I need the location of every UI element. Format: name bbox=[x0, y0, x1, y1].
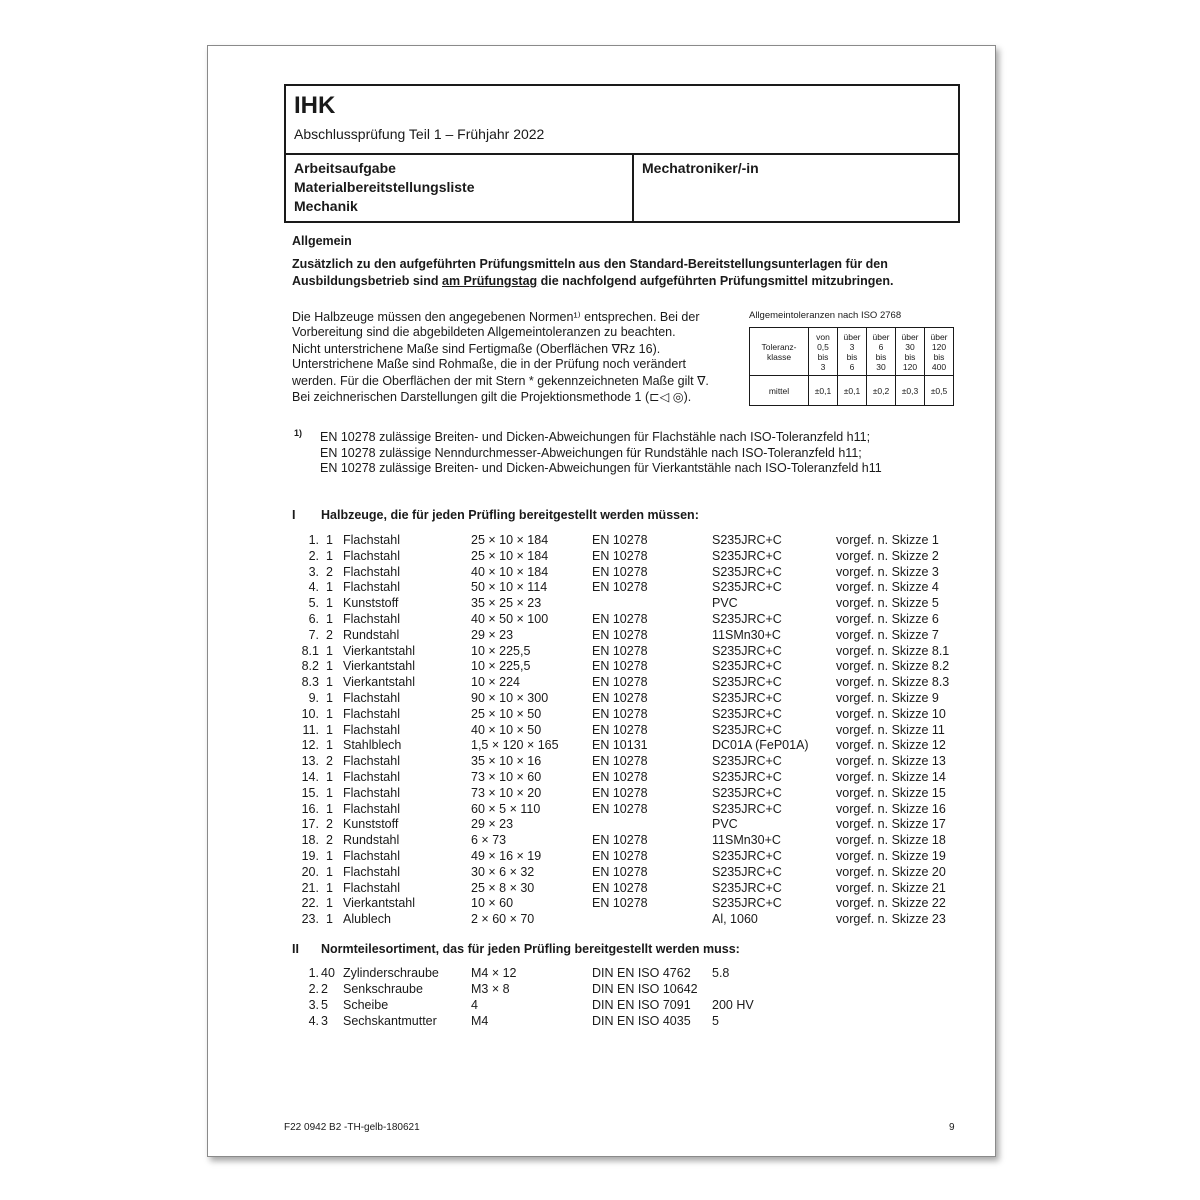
general-notice-line-2 bbox=[292, 274, 893, 288]
item-number: 18. bbox=[301, 833, 319, 848]
item-quantity: 1 bbox=[326, 849, 333, 863]
task-line-3: Mechanik bbox=[294, 198, 358, 214]
general-notice-line-1: Zusätzlich zu den aufgeführten Prüfungsmitteln aus den Standard-Bereitstellungsunterlagen für den bbox=[292, 257, 888, 271]
item-number: 20. bbox=[301, 864, 319, 879]
item-dimensions: 10 × 225,5 bbox=[471, 659, 531, 674]
list-item bbox=[208, 612, 995, 628]
item-quantity: 1 bbox=[326, 612, 333, 626]
part-name: Senkschraube bbox=[343, 982, 423, 996]
item-quantity: 1 bbox=[326, 896, 333, 911]
item-dimensions: 73 × 10 × 60 bbox=[471, 770, 542, 784]
part-name: Scheibe bbox=[343, 998, 389, 1012]
item-standard: EN 10278 bbox=[592, 691, 648, 705]
item-dimensions: 40 × 50 × 100 bbox=[471, 612, 549, 626]
item-number: 11. bbox=[302, 722, 319, 737]
list-item bbox=[208, 896, 995, 912]
para-line-6: Bei zeichnerischen Darstellungen gilt die Projektionsmethode 1 (⊏◁ ◎). bbox=[292, 390, 692, 404]
item-quantity: 2 bbox=[326, 833, 333, 848]
list-item bbox=[208, 802, 995, 818]
item-standard: EN 10278 bbox=[592, 659, 648, 674]
item-material: S235JRC+C bbox=[712, 785, 782, 800]
footnote-mark: 1) bbox=[294, 428, 303, 438]
item-number: 13. bbox=[301, 754, 319, 769]
item-quantity: 1 bbox=[326, 801, 333, 816]
list-item bbox=[208, 770, 995, 786]
item-note: vorgef. n. Skizze 23 bbox=[836, 912, 946, 927]
tolerance-value: ±0,3 bbox=[896, 376, 925, 406]
list-item bbox=[208, 998, 995, 1014]
item-number: 6. bbox=[308, 612, 319, 626]
para-line-2: Vorbereitung sind die abgebildeten Allgemeintoleranzen zu beachten. bbox=[292, 325, 676, 339]
tolerance-value: ±0,1 bbox=[809, 376, 838, 406]
item-dimensions: 2 × 60 × 70 bbox=[471, 912, 535, 927]
section2-title: Normteilesortiment, das für jeden Prüfling bereitgestellt werden muss: bbox=[321, 942, 740, 956]
range-text: bis bbox=[904, 351, 916, 362]
range-text: 30 bbox=[905, 341, 915, 352]
part-standard: DIN EN ISO 4035 bbox=[592, 1014, 691, 1028]
list-item bbox=[208, 754, 995, 770]
item-note: vorgef. n. Skizze 8.2 bbox=[836, 659, 950, 674]
item-material: S235JRC+C bbox=[712, 706, 782, 721]
range-text: 30 bbox=[876, 361, 886, 372]
range-text: 6 bbox=[849, 361, 855, 372]
item-note: vorgef. n. Skizze 13 bbox=[836, 754, 946, 769]
list-item bbox=[208, 723, 995, 739]
item-standard: EN 10131 bbox=[592, 738, 648, 753]
list-item bbox=[208, 644, 995, 660]
item-material: S235JRC+C bbox=[712, 722, 782, 737]
item-quantity: 1 bbox=[326, 785, 333, 800]
list-item bbox=[208, 966, 995, 982]
item-quantity: 1 bbox=[326, 533, 333, 547]
item-number: 17. bbox=[301, 817, 319, 832]
item-note: vorgef. n. Skizze 17 bbox=[836, 817, 946, 832]
part-standard: DIN EN ISO 4762 bbox=[592, 966, 691, 980]
list-item bbox=[208, 628, 995, 644]
range-text: 3 bbox=[820, 361, 826, 372]
range-text: 120 bbox=[902, 361, 918, 372]
item-number: 3. bbox=[308, 564, 319, 579]
part-size: 4 bbox=[471, 998, 478, 1012]
list-item bbox=[208, 881, 995, 897]
item-note: vorgef. n. Skizze 10 bbox=[836, 706, 946, 721]
item-quantity: 2 bbox=[326, 817, 333, 832]
list-item bbox=[208, 707, 995, 723]
tolerance-label-2: klasse bbox=[766, 351, 792, 362]
range-text: 0,5 bbox=[817, 341, 829, 352]
item-name: Rundstahl bbox=[343, 833, 400, 848]
item-note: vorgef. n. Skizze 15 bbox=[836, 785, 946, 800]
item-quantity: 1 bbox=[326, 722, 333, 737]
item-dimensions: 35 × 10 × 16 bbox=[471, 754, 542, 769]
item-dimensions: 40 × 10 × 184 bbox=[471, 564, 549, 579]
list-item bbox=[208, 849, 995, 865]
item-dimensions: 10 × 60 bbox=[471, 896, 514, 911]
part-size: M3 × 8 bbox=[471, 982, 510, 996]
part-name: Sechskantmutter bbox=[343, 1014, 437, 1028]
general-heading: Allgemein bbox=[292, 234, 352, 248]
item-number: 12. bbox=[301, 738, 319, 753]
para-line-3: Nicht unterstrichene Maße sind Fertigmaße (Oberflächen ∇Rz 16). bbox=[292, 342, 661, 356]
item-number: 15. bbox=[301, 785, 319, 800]
item-note: vorgef. n. Skizze 20 bbox=[836, 864, 946, 879]
item-material: S235JRC+C bbox=[712, 580, 782, 595]
footnote-line-2: EN 10278 zulässige Nenndurchmesser-Abweichungen für Rundstähle nach ISO-Toleranzfeld h11; bbox=[320, 446, 862, 460]
footnote-line-3: EN 10278 zulässige Breiten- und Dicken-Abweichungen für Vierkantstähle nach ISO-Toleranzfeld h11 bbox=[320, 461, 882, 475]
list-item bbox=[208, 738, 995, 754]
item-name: Vierkantstahl bbox=[343, 675, 416, 690]
part-number: 2. bbox=[308, 982, 319, 996]
item-material: S235JRC+C bbox=[712, 864, 782, 879]
para-line-5: werden. Für die Oberflächen der mit Stern * gekennzeichneten Maße gilt ∇. bbox=[292, 374, 709, 388]
item-standard: EN 10278 bbox=[592, 548, 648, 563]
item-material: PVC bbox=[712, 596, 738, 611]
item-quantity: 1 bbox=[326, 691, 333, 705]
list-item bbox=[208, 691, 995, 707]
item-name: Flachstahl bbox=[343, 754, 400, 769]
part-standard: DIN EN ISO 7091 bbox=[592, 998, 691, 1012]
list-item bbox=[208, 833, 995, 849]
item-material: S235JRC+C bbox=[712, 896, 782, 911]
tolerance-value: ±0,5 bbox=[925, 376, 954, 406]
item-material: PVC bbox=[712, 817, 738, 832]
part-number: 4. bbox=[308, 1014, 319, 1028]
item-note: vorgef. n. Skizze 18 bbox=[836, 833, 946, 848]
item-number: 2. bbox=[308, 548, 319, 563]
tolerance-table bbox=[749, 327, 954, 406]
item-material: S235JRC+C bbox=[712, 849, 782, 863]
item-standard: EN 10278 bbox=[592, 643, 648, 658]
item-note: vorgef. n. Skizze 7 bbox=[836, 627, 939, 642]
item-dimensions: 49 × 16 × 19 bbox=[471, 849, 542, 863]
range-text: bis bbox=[846, 351, 858, 362]
item-note: vorgef. n. Skizze 8.3 bbox=[836, 675, 950, 690]
task-line-2: Materialbereitstellungsliste bbox=[294, 179, 475, 195]
item-name: Flachstahl bbox=[343, 722, 400, 737]
item-dimensions: 25 × 10 × 50 bbox=[471, 706, 542, 721]
item-dimensions: 25 × 10 × 184 bbox=[471, 548, 549, 563]
item-name: Kunststoff bbox=[343, 596, 399, 611]
item-dimensions: 6 × 73 bbox=[471, 833, 507, 848]
item-material: S235JRC+C bbox=[712, 612, 782, 626]
item-note: vorgef. n. Skizze 16 bbox=[836, 801, 946, 816]
document-page bbox=[207, 45, 996, 1157]
item-number: 7. bbox=[308, 627, 319, 642]
item-name: Flachstahl bbox=[343, 849, 400, 863]
item-dimensions: 29 × 23 bbox=[471, 817, 514, 832]
notice-text: Ausbildungsbetrieb sind bbox=[292, 274, 443, 288]
item-number: 21. bbox=[301, 880, 319, 895]
item-name: Flachstahl bbox=[343, 706, 400, 721]
range-text: 400 bbox=[931, 361, 947, 372]
item-dimensions: 1,5 × 120 × 165 bbox=[471, 738, 559, 753]
task-line-1: Arbeitsaufgabe bbox=[294, 160, 396, 176]
item-note: vorgef. n. Skizze 22 bbox=[836, 896, 946, 911]
range-cell bbox=[925, 328, 954, 376]
item-quantity: 1 bbox=[326, 643, 333, 658]
item-name: Flachstahl bbox=[343, 770, 400, 784]
item-name: Kunststoff bbox=[343, 817, 399, 832]
item-note: vorgef. n. Skizze 21 bbox=[836, 880, 946, 895]
para-line-1: Die Halbzeuge müssen den angegebenen Normen¹⁾ entsprechen. Bei der bbox=[292, 310, 700, 324]
item-dimensions: 29 × 23 bbox=[471, 627, 514, 642]
range-text: bis bbox=[933, 351, 945, 362]
item-material: 11SMn30+C bbox=[712, 833, 781, 848]
part-class: 200 HV bbox=[712, 998, 754, 1012]
item-standard: EN 10278 bbox=[592, 627, 648, 642]
notice-text-end: die nachfolgend aufgeführten Prüfungsmittel mitzubringen. bbox=[537, 274, 894, 288]
profession-title: Mechatroniker/-in bbox=[642, 160, 759, 176]
item-name: Flachstahl bbox=[343, 612, 400, 626]
item-standard: EN 10278 bbox=[592, 880, 648, 895]
item-dimensions: 40 × 10 × 50 bbox=[471, 722, 542, 737]
part-number: 1. bbox=[308, 966, 319, 980]
section1-number: I bbox=[292, 508, 296, 522]
list-item bbox=[208, 533, 995, 549]
item-number: 10. bbox=[301, 706, 319, 721]
item-name: Flachstahl bbox=[343, 801, 400, 816]
item-dimensions: 25 × 8 × 30 bbox=[471, 880, 535, 895]
item-number: 23. bbox=[301, 912, 319, 927]
item-dimensions: 10 × 224 bbox=[471, 675, 521, 690]
notice-underlined: am Prüfungstag bbox=[442, 274, 538, 288]
tolerance-class-header bbox=[750, 328, 809, 376]
item-number: 14. bbox=[301, 770, 319, 784]
part-number: 3. bbox=[308, 998, 319, 1012]
item-quantity: 1 bbox=[326, 738, 333, 753]
item-quantity: 1 bbox=[326, 864, 333, 879]
list-item bbox=[208, 912, 995, 928]
item-quantity: 2 bbox=[326, 754, 333, 769]
item-name: Flachstahl bbox=[343, 785, 400, 800]
item-material: S235JRC+C bbox=[712, 880, 782, 895]
item-name: Flachstahl bbox=[343, 533, 400, 547]
item-dimensions: 73 × 10 × 20 bbox=[471, 785, 542, 800]
item-material: S235JRC+C bbox=[712, 643, 782, 658]
tolerance-table-title: Allgemeintoleranzen nach ISO 2768 bbox=[749, 310, 902, 321]
item-number: 4. bbox=[308, 580, 319, 595]
item-note: vorgef. n. Skizze 9 bbox=[836, 691, 939, 705]
item-name: Flachstahl bbox=[343, 864, 400, 879]
item-number: 22. bbox=[301, 896, 319, 911]
item-material: S235JRC+C bbox=[712, 548, 782, 563]
list-item bbox=[208, 817, 995, 833]
item-standard: EN 10278 bbox=[592, 833, 648, 848]
item-quantity: 1 bbox=[326, 580, 333, 595]
range-cell bbox=[867, 328, 896, 376]
range-text: bis bbox=[875, 351, 887, 362]
item-note: vorgef. n. Skizze 6 bbox=[836, 612, 939, 626]
item-name: Flachstahl bbox=[343, 548, 400, 563]
item-dimensions: 10 × 225,5 bbox=[471, 643, 531, 658]
item-material: DC01A (FeP01A) bbox=[712, 738, 809, 753]
item-standard: EN 10278 bbox=[592, 849, 648, 863]
item-material: S235JRC+C bbox=[712, 691, 782, 705]
list-item bbox=[208, 865, 995, 881]
item-note: vorgef. n. Skizze 14 bbox=[836, 770, 946, 784]
list-item bbox=[208, 659, 995, 675]
section2-number: II bbox=[292, 942, 299, 956]
range-text: 120 bbox=[931, 341, 947, 352]
range-text: über bbox=[843, 331, 861, 342]
item-material: 11SMn30+C bbox=[712, 627, 781, 642]
item-standard: EN 10278 bbox=[592, 612, 648, 626]
item-quantity: 1 bbox=[326, 596, 333, 611]
item-material: Al, 1060 bbox=[712, 912, 758, 927]
document-code: F22 0942 B2 -TH-gelb-180621 bbox=[284, 1122, 420, 1133]
item-name: Vierkantstahl bbox=[343, 896, 416, 911]
range-text: von bbox=[816, 331, 830, 342]
range-cell bbox=[896, 328, 925, 376]
part-name: Zylinderschraube bbox=[343, 966, 439, 980]
item-name: Vierkantstahl bbox=[343, 659, 416, 674]
list-item bbox=[208, 596, 995, 612]
item-note: vorgef. n. Skizze 5 bbox=[836, 596, 939, 611]
range-text: 3 bbox=[849, 341, 855, 352]
list-item bbox=[208, 549, 995, 565]
item-name: Flachstahl bbox=[343, 564, 400, 579]
item-note: vorgef. n. Skizze 1 bbox=[836, 533, 939, 547]
item-note: vorgef. n. Skizze 3 bbox=[836, 564, 939, 579]
list-item bbox=[208, 675, 995, 691]
item-standard: EN 10278 bbox=[592, 580, 648, 595]
tolerance-class-value: mittel bbox=[750, 376, 809, 406]
item-name: Rundstahl bbox=[343, 627, 400, 642]
item-material: S235JRC+C bbox=[712, 533, 782, 547]
list-item bbox=[208, 565, 995, 581]
item-number: 1. bbox=[308, 533, 319, 547]
tolerance-value: ±0,1 bbox=[838, 376, 867, 406]
item-material: S235JRC+C bbox=[712, 754, 782, 769]
item-quantity: 2 bbox=[326, 627, 333, 642]
para-line-4: Unterstrichene Maße sind Rohmaße, die in der Prüfung noch verändert bbox=[292, 357, 686, 371]
item-name: Stahlblech bbox=[343, 738, 402, 753]
item-quantity: 1 bbox=[326, 912, 333, 927]
item-number: 19. bbox=[301, 849, 319, 863]
item-number: 8.2 bbox=[301, 659, 319, 674]
item-note: vorgef. n. Skizze 2 bbox=[836, 548, 939, 563]
item-material: S235JRC+C bbox=[712, 675, 782, 690]
section1-title: Halbzeuge, die für jeden Prüfling bereitgestellt werden müssen: bbox=[321, 508, 699, 522]
list-item bbox=[208, 1014, 995, 1030]
item-standard: EN 10278 bbox=[592, 564, 648, 579]
part-quantity: 40 bbox=[321, 966, 335, 980]
list-item bbox=[208, 982, 995, 998]
item-quantity: 1 bbox=[326, 770, 333, 784]
tolerance-value: ±0,2 bbox=[867, 376, 896, 406]
page-number: 9 bbox=[949, 1122, 955, 1133]
item-material: S235JRC+C bbox=[712, 770, 782, 784]
part-size: M4 × 12 bbox=[471, 966, 517, 980]
item-name: Vierkantstahl bbox=[343, 643, 416, 658]
range-text: bis bbox=[817, 351, 829, 362]
range-text: 6 bbox=[878, 341, 884, 352]
org-title: IHK bbox=[294, 92, 336, 119]
item-note: vorgef. n. Skizze 8.1 bbox=[836, 643, 950, 658]
range-text: über bbox=[930, 331, 948, 342]
item-standard: EN 10278 bbox=[592, 770, 648, 784]
item-note: vorgef. n. Skizze 4 bbox=[836, 580, 939, 595]
range-cell bbox=[838, 328, 867, 376]
item-material: S235JRC+C bbox=[712, 801, 782, 816]
part-standard: DIN EN ISO 10642 bbox=[592, 982, 698, 996]
item-dimensions: 35 × 25 × 23 bbox=[471, 596, 542, 611]
item-quantity: 2 bbox=[326, 564, 333, 579]
range-text: über bbox=[872, 331, 890, 342]
item-dimensions: 50 × 10 × 114 bbox=[471, 580, 548, 595]
item-standard: EN 10278 bbox=[592, 722, 648, 737]
item-note: vorgef. n. Skizze 19 bbox=[836, 849, 946, 863]
item-name: Flachstahl bbox=[343, 580, 400, 595]
item-name: Flachstahl bbox=[343, 880, 400, 895]
item-material: S235JRC+C bbox=[712, 659, 782, 674]
item-dimensions: 90 × 10 × 300 bbox=[471, 691, 549, 705]
list-item bbox=[208, 580, 995, 596]
item-quantity: 1 bbox=[326, 548, 333, 563]
item-quantity: 1 bbox=[326, 706, 333, 721]
item-standard: EN 10278 bbox=[592, 801, 648, 816]
item-number: 16. bbox=[301, 801, 319, 816]
item-number: 8.1 bbox=[301, 643, 319, 658]
item-number: 5. bbox=[308, 596, 319, 611]
item-standard: EN 10278 bbox=[592, 864, 648, 879]
item-standard: EN 10278 bbox=[592, 754, 648, 769]
tolerance-label-1: Toleranz- bbox=[761, 341, 797, 352]
part-size: M4 bbox=[471, 1014, 489, 1028]
range-cell bbox=[809, 328, 838, 376]
item-quantity: 1 bbox=[326, 659, 333, 674]
item-note: vorgef. n. Skizze 12 bbox=[836, 738, 946, 753]
range-text: über bbox=[901, 331, 919, 342]
item-standard: EN 10278 bbox=[592, 896, 648, 911]
item-material: S235JRC+C bbox=[712, 564, 782, 579]
item-dimensions: 25 × 10 × 184 bbox=[471, 533, 549, 547]
item-name: Alublech bbox=[343, 912, 391, 927]
part-quantity: 5 bbox=[321, 998, 328, 1012]
part-class: 5 bbox=[712, 1014, 719, 1028]
footnote-line-1: EN 10278 zulässige Breiten- und Dicken-Abweichungen für Flachstähle nach ISO-Toleranzfeld h11; bbox=[320, 430, 871, 444]
task-title-cell bbox=[286, 155, 634, 221]
item-name: Flachstahl bbox=[343, 691, 400, 705]
item-dimensions: 30 × 6 × 32 bbox=[471, 864, 535, 879]
exam-title: Abschlussprüfung Teil 1 – Frühjahr 2022 bbox=[294, 126, 545, 142]
item-quantity: 1 bbox=[326, 880, 333, 895]
item-standard: EN 10278 bbox=[592, 533, 648, 547]
part-class: 5.8 bbox=[712, 966, 730, 980]
exam-header-box bbox=[284, 84, 960, 223]
list-item bbox=[208, 786, 995, 802]
item-standard: EN 10278 bbox=[592, 675, 648, 690]
item-number: 8.3 bbox=[301, 675, 319, 690]
item-note: vorgef. n. Skizze 11 bbox=[836, 722, 945, 737]
item-quantity: 1 bbox=[326, 675, 333, 690]
item-standard: EN 10278 bbox=[592, 785, 648, 800]
part-quantity: 3 bbox=[321, 1014, 328, 1028]
item-number: 9. bbox=[308, 691, 319, 705]
part-quantity: 2 bbox=[321, 982, 328, 996]
item-standard: EN 10278 bbox=[592, 706, 648, 721]
header-top bbox=[286, 86, 958, 155]
item-dimensions: 60 × 5 × 110 bbox=[471, 801, 541, 816]
